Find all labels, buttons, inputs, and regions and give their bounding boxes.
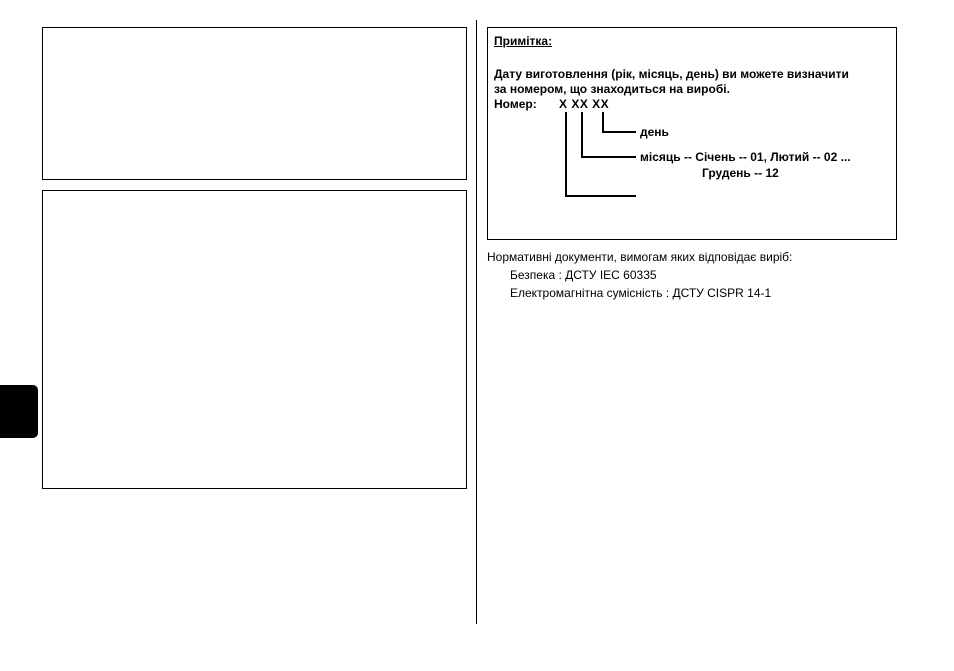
empty-frame-top [42, 27, 467, 180]
month-connector-horizontal [581, 156, 636, 158]
standards-safety: Безпека : ДСТУ IEC 60335 [510, 268, 657, 282]
month-connector-vertical [581, 112, 583, 157]
year-connector-horizontal [565, 195, 636, 197]
note-title: Примітка: [494, 34, 553, 48]
day-connector-vertical [602, 112, 604, 132]
month-label: місяць -- Січень -- 01, Лютий -- 02 ... [640, 150, 851, 164]
empty-frame-bottom [42, 190, 467, 489]
december-label: Грудень -- 12 [702, 166, 779, 180]
note-frame [487, 27, 897, 240]
day-connector-horizontal [602, 131, 636, 133]
column-divider [476, 20, 477, 624]
page-side-tab [0, 385, 38, 438]
note-text-line-2: за номером, що знаходиться на виробі. [494, 82, 730, 96]
day-label: день [640, 125, 669, 139]
number-label: Номер: [494, 97, 537, 111]
standards-title: Нормативні документи, вимогам яких відповідає виріб: [487, 250, 793, 264]
year-connector-vertical [565, 112, 567, 196]
standards-emc: Електромагнітна сумісність : ДСТУ CISPR 14-1 [510, 286, 772, 300]
number-format: X XX XX [559, 97, 610, 111]
note-text-line-1: Дату виготовлення (рік, місяць, день) ви можете визначити [494, 67, 849, 81]
